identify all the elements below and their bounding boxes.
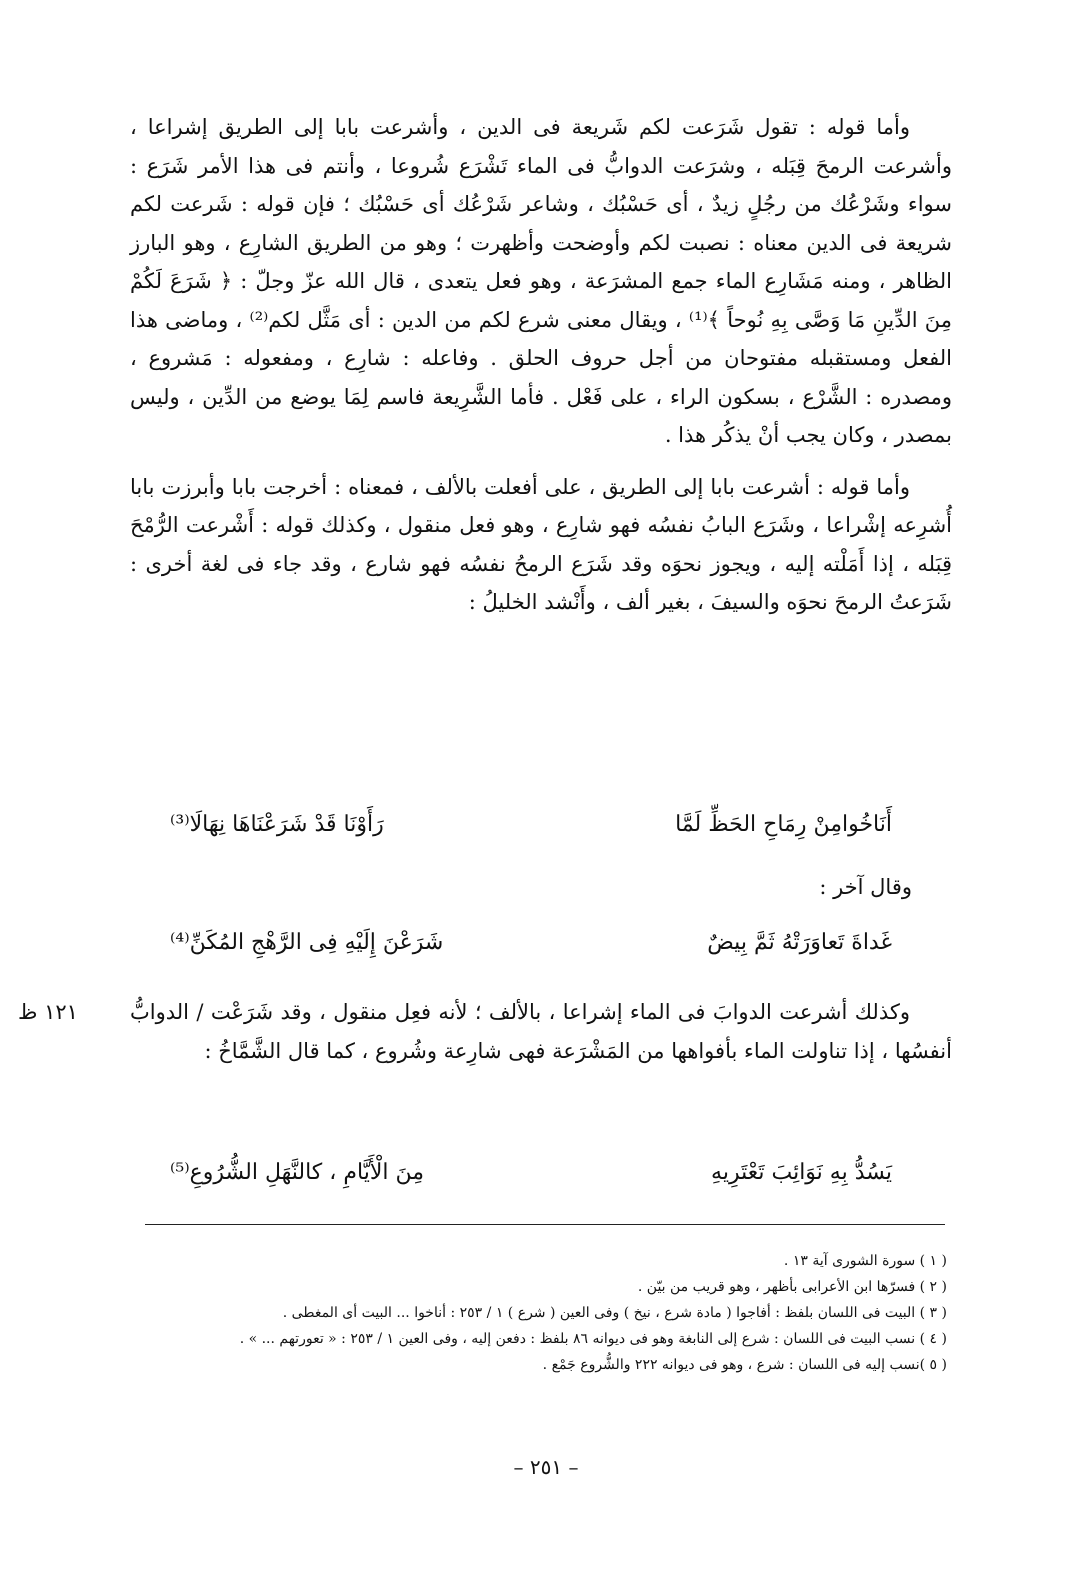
paragraph-1: وأما قوله : تقول شَرَعت لكم شَريعة فى الدين ، وأشرعت بابا إلى الطريق إشراعا ، وأشرعت الرمحَ قِبَله ، وشرَعت الدوابُّ فى الماء تَشْرَع شُروعا ، وأنتم فى هذا الأمر شَرَع : سواء وشَرْعُك من رجُلٍ زيدٌ ، أى حَسْبُك ، وشاعر شَرْعُك أى حَسْبُك ؛ فإن قوله : شَرعت لكم شريعة فى الدين معناه : نصبت لكم وأوضحت وأظهرت ؛ وهو من الطريق الشارِع ، وهو البارز الظاهر ، ومنه مَشَارِع الماء جمع المشرَعة ، وهو فعل يتعدى ، قال الله عزّ وجلّ : ﴿ شَرَعَ لَكُمْ مِنَ الدِّينِ مَا وَصَّى بِهِ نُوحاً ﴾⁽¹⁾ ، ويقال معنى شرع لكم من الدين : أى مَثَّل لكم⁽²⁾ ، وماضى هذا الفعل ومستقبله مفتوحان من أجل حروف الحلق . وفاعله : شارِع ، ومفعوله : مَشروع ، ومصدره : الشَّرْع ، بسكون الراء ، على فَعْل . فأما الشَّرِيعة فاسم لِمَا يوضع من الدِّين ، وليس بمصدر ، وكان يجب أنْ يذكُر هذا . (130, 115, 952, 447)
main-text (130, 108, 952, 635)
main-text-continued (130, 993, 952, 1083)
footnote-2: ( ٢ ) فسرّها ابن الأعرابى بأظهر ، وهو قريب من بيّن . (637, 1279, 947, 1295)
footnote-5: ( ٥ )نسب إليه فى اللسان : شرع ، وهو فى ديوانه ٢٢٢ والشُّروع جَمْع . (542, 1357, 947, 1373)
verse-2-second-hemistich: شَرَعْنَ إِلَيْهِ فِى الرَّهْجِ المُكَنِّ⁽⁴⁾ (170, 930, 444, 955)
footnote-separator (145, 1224, 945, 1225)
said-other-line: وقال آخر : (819, 875, 912, 899)
verse-2 (170, 930, 892, 955)
verse-3-first-hemistich: يَسُدُّ بِهِ نَوَائِبَ تَعْتَرِيهِ (711, 1160, 892, 1185)
paragraph-2: وأما قوله : أشرعت بابا إلى الطريق ، على أفعلت بالألف ، فمعناه : أخرجت بابا وأبرزت بابا أُشرِعه إشْراعا ، وشَرَع البابُ نفسُه فهو شارِع ، وهو فعل منقول ، وكذلك قوله : أَشْرعت الرُّمْحَ قِبَله ، إذا أَمَلْته إليه ، ويجوز نحوَه وقد شَرَع الرمحُ نفسُه فهو شارع ، وقد جاء فى لغة أخرى : شَرَعتُ الرمحَ نحوَه والسيفَ ، بغير ألف ، وأَنْشد الخليلُ : (130, 474, 952, 614)
verse-1-second-hemistich: رَأَوْنَا قَدْ شَرَعْنَاهَا نِهَالَا⁽³⁾ (170, 812, 384, 837)
verse-1-first-hemistich: أَنَاخُوامِنْ رِمَاحِ الحَظِّ لَمَّا (675, 812, 892, 837)
paragraph-3: وكذلك أشرعت الدوابَ فى الماء إشراعا ، بالألف ؛ لأنه فعِل منقول ، وقد شَرَعْت / الدوابُّ أنفسُها ، إذا تناولت الماء بأفواهها من المَشْرَعة فهى شارِعة وشُروع ، كما قال الشَّمَّاخُ : (130, 1000, 952, 1063)
verse-2-first-hemistich: غَداةَ تَعاوَرَتْهُ ثَمَّ بِيضٌ (707, 930, 892, 955)
footnotes (130, 1248, 947, 1378)
verse-1 (170, 812, 892, 837)
verse-3 (170, 1160, 892, 1185)
manuscript-folio-note: ١٢١ ظ (18, 1000, 78, 1024)
verse-3-second-hemistich: مِنَ الْأَيَّامِ ، كالنَّهَلِ الشُّرُوعِ⁽⁵⁾ (170, 1160, 424, 1185)
footnote-3: ( ٣ ) البيت فى اللسان بلفظ : أفاجوا ( مادة شرع ، نيخ ) وفى العين ( شرع ) ١ / ٢٥٣ : أناخوا ... البيت أى المغطى . (282, 1305, 947, 1321)
page-number: – ٢٥١ – (513, 1455, 579, 1479)
footnote-4: ( ٤ ) نسب البيت فى اللسان : شرع إلى النابغة وهو فى ديوانه ٨٦ بلفظ : دفعن إليه ، وفى العين ١ / ٢٥٣ : « تعورتهم ... » . (239, 1331, 947, 1347)
footnote-1: ( ١ ) سورة الشورى آية ١٣ . (783, 1253, 947, 1269)
